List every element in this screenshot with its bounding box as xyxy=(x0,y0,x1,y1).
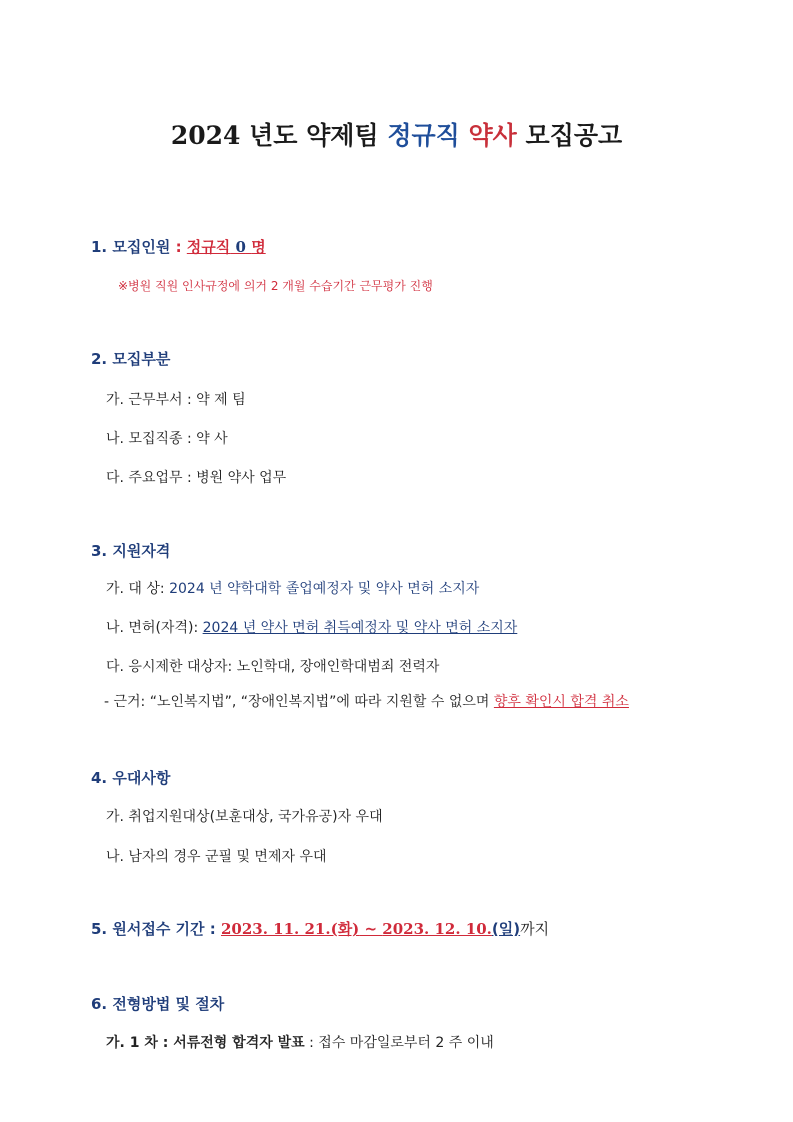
value-count: 0 xyxy=(235,238,246,256)
value-regular: 정규직 xyxy=(186,238,231,256)
first-stage-label: 가. 1 차 : 서류전형 합격자 발표 xyxy=(106,1035,305,1051)
section-6-item-first xyxy=(106,1032,494,1052)
section-4-heading: 4. 우대사항 xyxy=(91,769,171,787)
section-5-title: 5. 원서접수 기간 : xyxy=(91,920,216,938)
license-label: 나. 면허(자격): xyxy=(106,620,199,636)
license-value: 2024 년 약사 면허 취득예정자 및 약사 면허 소지자 xyxy=(202,620,518,636)
section-1-title: 1. 모집인원 xyxy=(91,238,171,256)
section-5-heading xyxy=(91,918,549,939)
period-start: 2023. 11. 21.(화) xyxy=(220,920,360,938)
title-pharmacist: 약사 xyxy=(468,121,517,150)
basis-warning: 향후 확인시 합격 취소 xyxy=(493,694,629,710)
period-tilde: ~ xyxy=(359,920,383,938)
section-3-item-target xyxy=(106,578,479,598)
section-3-heading: 3. 지원자격 xyxy=(91,542,171,560)
period-end-day: (일) xyxy=(491,920,521,938)
document-title xyxy=(0,116,793,152)
section-3-item-basis xyxy=(104,691,629,711)
section-1-note: ※병원 직원 인사규정에 의거 2 개월 수습기간 근무평가 진행 xyxy=(118,279,433,293)
section-3-item-restriction: 다. 응시제한 대상자: 노인학대, 장애인학대범죄 전력자 xyxy=(106,659,440,675)
target-value: 2024 년 약학대학 졸업예정자 및 약사 면허 소지자 xyxy=(169,581,480,597)
first-stage-value: : 접수 마감일로부터 2 주 이내 xyxy=(309,1035,494,1051)
period-end-date: 2023. 12. 10. xyxy=(382,920,492,938)
section-4-item-veterans: 가. 취업지원대상(보훈대상, 국가유공)자 우대 xyxy=(106,809,383,825)
title-recruitment: 모집공고 xyxy=(525,121,623,150)
value-unit: 명 xyxy=(251,238,266,256)
title-part1: 년도 약제팀 xyxy=(249,121,379,150)
section-1-colon: : xyxy=(175,238,182,256)
section-1-value xyxy=(187,238,266,256)
basis-text: - 근거: “노인복지법”, “장애인복지법”에 따라 지원할 수 없으며 xyxy=(104,694,490,710)
period-suffix: 까지 xyxy=(520,920,550,938)
section-3-item-license xyxy=(106,617,517,637)
section-2-item-job: 나. 모집직종 : 약 사 xyxy=(106,431,228,447)
section-2-heading: 2. 모집부분 xyxy=(91,350,171,368)
section-1-heading xyxy=(91,236,266,257)
target-label: 가. 대 상: xyxy=(106,581,165,597)
section-2-item-dept: 가. 근무부서 : 약 제 팀 xyxy=(106,392,246,408)
section-2-item-duty: 다. 주요업무 : 병원 약사 업무 xyxy=(106,470,287,486)
title-year: 2024 xyxy=(170,121,241,150)
section-6-heading: 6. 전형방법 및 절차 xyxy=(91,995,225,1013)
section-4-item-military: 나. 남자의 경우 군필 및 면제자 우대 xyxy=(106,849,327,865)
title-regular: 정규직 xyxy=(387,121,460,150)
